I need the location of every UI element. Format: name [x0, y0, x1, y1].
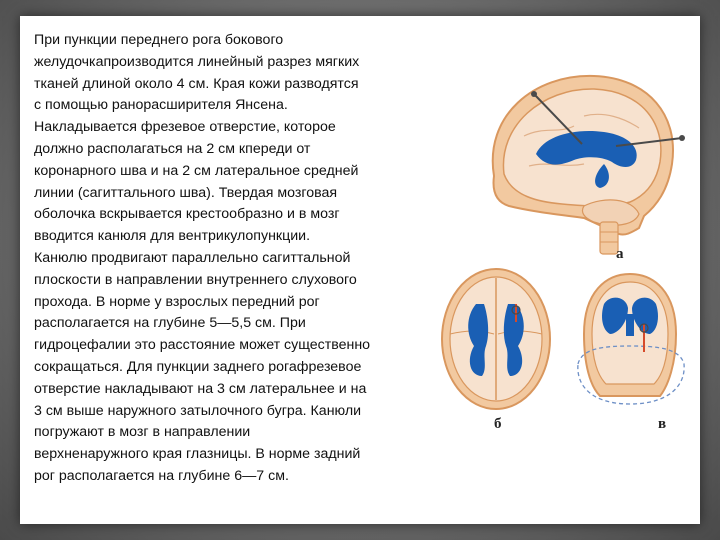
figure-label-b: б: [494, 416, 502, 432]
slide: [20, 16, 700, 524]
figure-a-sagittal-head: [434, 56, 696, 256]
figure-label-a: а: [616, 246, 624, 262]
figure-b-axial-section: [436, 264, 556, 414]
slide-paragraph: При пункции переднего рога бокового желудочкапроизводится линейный разрез мягких тканей длиной около 4 см. Края кожи разводятся с помощью ранорасширителя Янсена. Накладывается фрезевое отверстие, которое должно располагаться на 2 см кпереди от коронарного шва и на 2 см латеральное средней линии (сагиттального шва). Твердая мозговая оболочка вскрывается крестообразно и в мозг вводится канюля для вентрикулопункции. Канюлю продвигают параллельно сагиттальной плоскости в направлении внутреннего слухового прохода. В норме у взрослых передний рог располагается на глубине 5—5,5 см. При гидроцефалии это расстояние может существенно сокращаться. Для пункции заднего рогафрезевое отверстие накладывают на 3 см латеральнее и на 3 см выше наружного затылочного бугра. Канюли погружают в мозг в направлении верхненаружного края глазницы. В норме задний рог располагается на глубине 6—7 см.: [34, 32, 371, 484]
ventricular-puncture-illustration: [434, 56, 696, 436]
figure-label-v: в: [658, 416, 667, 432]
figure-v-coronal-section: [564, 264, 694, 414]
